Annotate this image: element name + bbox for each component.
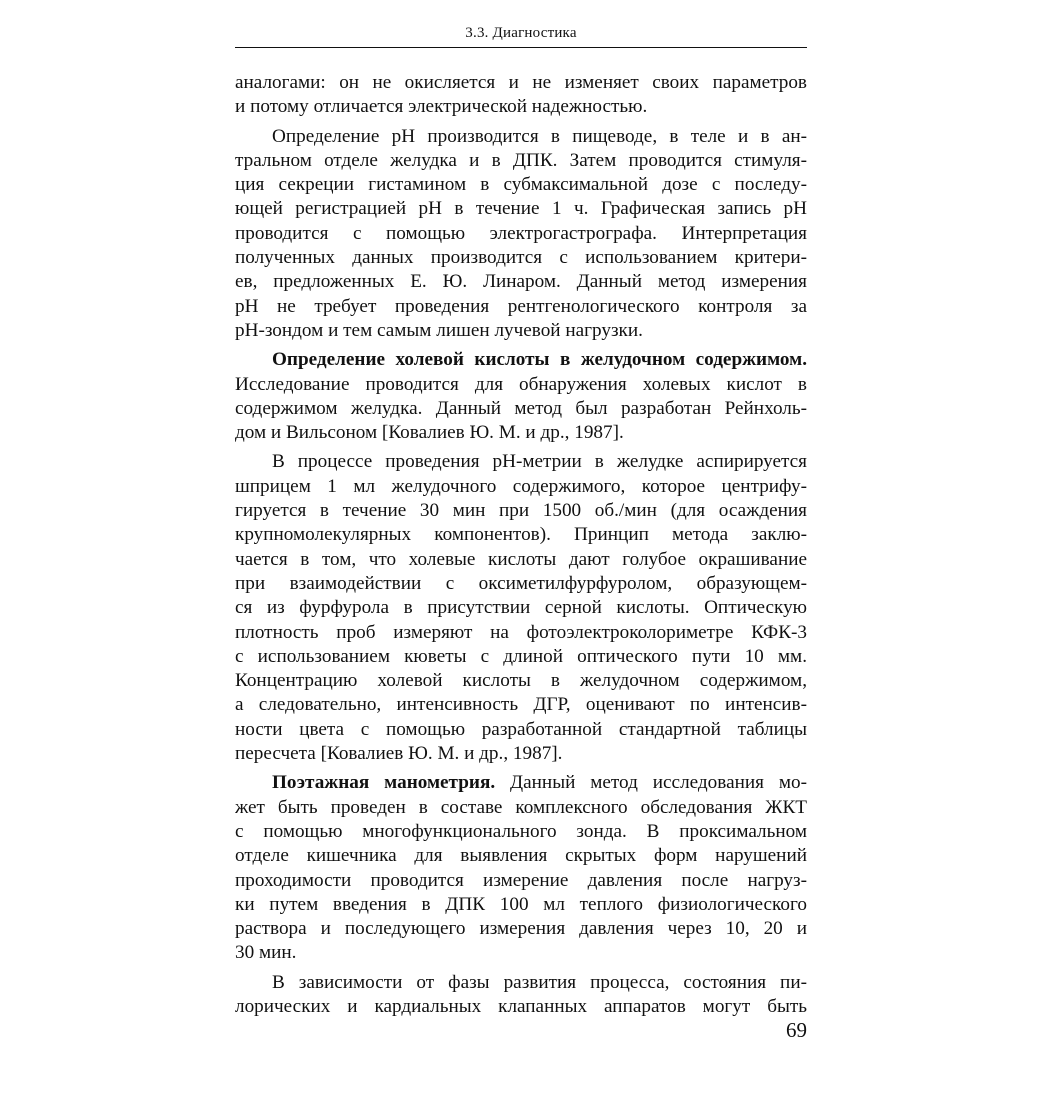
section-heading: Определение холевой кислоты в желудочном содержимом. (272, 349, 807, 371)
book-page (235, 18, 807, 1078)
paragraph-ph-metry-process (235, 450, 807, 766)
text-line: ция секреции гистамином в субмаксимальной дозе с последу- (235, 174, 807, 196)
text-line: гируется в течение 30 мин при 1500 об./мин (для осаждения (235, 500, 807, 522)
text-line: с использованием кюветы с длиной оптического пути 10 мм. (235, 645, 807, 667)
text-line: при взаимодействии с оксиметилфурфуролом, образующем- (235, 572, 807, 594)
text-line: рН не требует проведения рентгенологического контроля за (235, 295, 807, 317)
text-line: В процессе проведения рН-метрии в желудке аспирируется (272, 451, 807, 473)
text-line: проходимости проводится измерение давления после нагруз- (235, 869, 807, 891)
text-line: проводится с помощью электрогастрографа. Интерпретация (235, 222, 807, 244)
text-line: ности цвета с помощью разработанной стандартной таблицы (235, 718, 807, 740)
paragraph-cholic-acid (235, 348, 807, 445)
text-line: Исследование проводится для обнаружения холевых кислот в (235, 373, 807, 395)
paragraph-ph-determination (235, 125, 807, 344)
body-text (235, 71, 807, 1019)
text-line: с помощью многофункционального зонда. В проксимальном (235, 820, 807, 842)
text-line: В зависимости от фазы развития процесса, состояния пи- (272, 971, 807, 993)
text-line: и потому отличается электрической надежностью. (235, 96, 648, 118)
page-number: 69 (786, 1018, 807, 1042)
paragraph-continuation (235, 71, 807, 120)
text-line (235, 348, 807, 372)
running-head: 3.3. Диагностика (465, 25, 577, 41)
text-line: ющей регистрацией рН в течение 1 ч. Графическая запись рН (235, 198, 807, 220)
text-line: раствора и последующего измерения давления через 10, 20 и (235, 918, 807, 940)
paragraph-manometry (235, 771, 807, 965)
text-line: чается в том, что холевые кислоты дают голубое окрашивание (235, 548, 807, 570)
section-heading: Поэтажная манометрия. (272, 772, 496, 794)
text-line: дом и Вильсоном [Ковалиев Ю. М. и др., 1987]. (235, 422, 624, 444)
text-run: Данный метод исследования мо- (510, 772, 807, 794)
text-line: пересчета [Ковалиев Ю. М. и др., 1987]. (235, 743, 563, 765)
text-line: рН-зондом и тем самым лишен лучевой нагрузки. (235, 319, 643, 341)
paragraph-phase-dependence (235, 971, 807, 1020)
text-line (235, 771, 807, 795)
text-line: полученных данных производится с использованием критери- (235, 247, 807, 269)
text-line: ки путем введения в ДПК 100 мл теплого физиологического (235, 893, 807, 915)
text-line: ся из фурфурола в присутствии серной кислоты. Оптическую (235, 597, 807, 619)
text-line: тральном отделе желудка и в ДПК. Затем проводится стимуля- (235, 149, 807, 171)
text-line: Концентрацию холевой кислоты в желудочном содержимом, (235, 670, 807, 692)
text-line: 30 мин. (235, 942, 297, 964)
text-line: ев, предложенных Е. Ю. Линаром. Данный метод измерения (235, 271, 807, 293)
text-line: а следовательно, интенсивность ДГР, оценивают по интенсив- (235, 694, 807, 716)
header-rule (235, 47, 807, 48)
text-line: жет быть проведен в составе комплексного обследования ЖКТ (235, 796, 807, 818)
text-line: аналогами: он не окисляется и не изменяет своих параметров (235, 72, 807, 93)
text-line: отделе кишечника для выявления скрытых форм нарушений (235, 845, 807, 867)
text-line: шприцем 1 мл желудочного содержимого, которое центрифу- (235, 475, 807, 497)
text-line: лорических и кардиальных клапанных аппаратов могут быть (235, 995, 807, 1017)
text-line: Определение рН производится в пищеводе, в теле и в ан- (272, 125, 807, 147)
text-line: плотность проб измеряют на фотоэлектроколориметре КФК-3 (235, 621, 807, 643)
text-line: крупномолекулярных компонентов). Принцип метода заклю- (235, 524, 807, 546)
text-line: содержимом желудка. Данный метод был разработан Рейнхоль- (235, 397, 807, 419)
